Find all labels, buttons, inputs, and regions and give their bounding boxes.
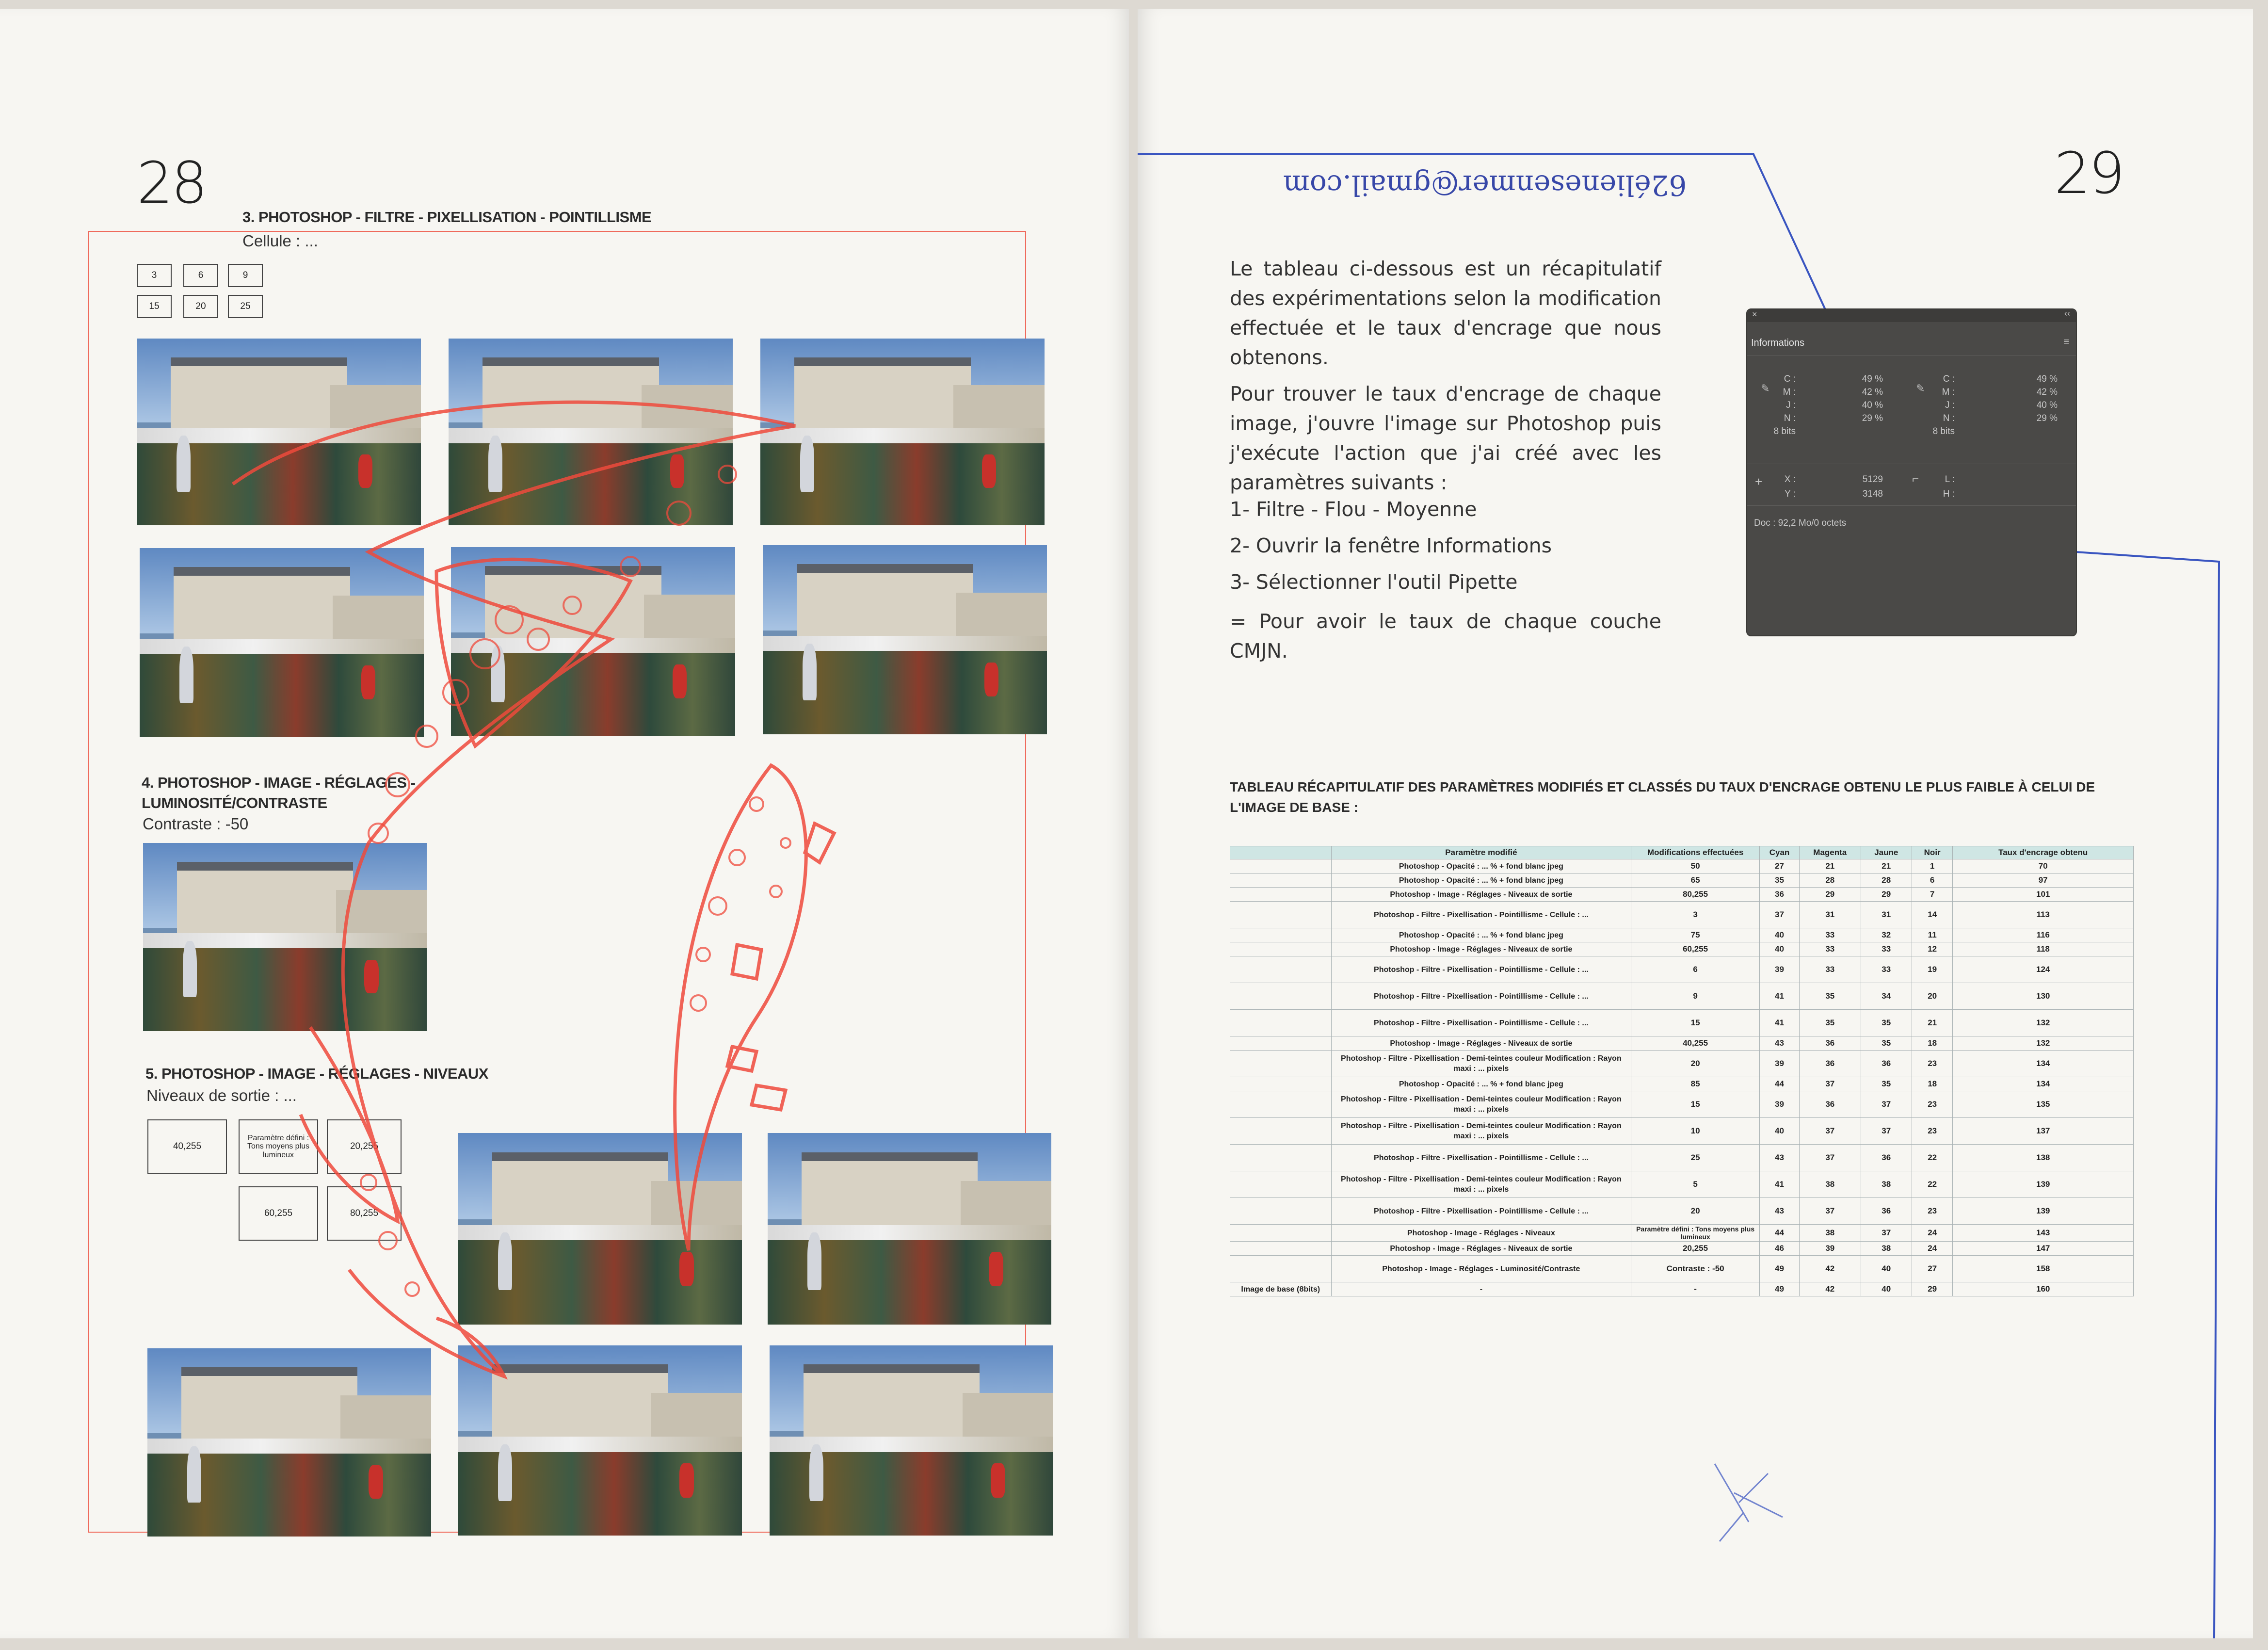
table-cell [1230,874,1332,888]
label: J : [1945,400,1955,410]
table-cell [1230,1118,1332,1145]
table-cell: Photoshop - Image - Réglages - Niveaux [1331,1225,1631,1242]
value: 29 % [2036,413,2058,423]
table-cell: Photoshop - Image - Réglages - Niveaux de sortie [1331,1242,1631,1256]
table-cell: 12 [1912,942,1952,956]
table-cell: 42 [1800,1256,1861,1282]
header-cell: Cyan [1760,846,1800,859]
table-cell: Photoshop - Filtre - Pixellisation - Demi-teintes couleur Modification : Rayon maxi : ... pixels [1331,1118,1631,1145]
xy-labels [1767,472,1796,501]
table-cell: 42 [1800,1282,1861,1296]
table-cell: 6 [1912,874,1952,888]
section5-subtitle: Niveaux de sortie : ... [146,1086,297,1104]
right-values [2019,372,2058,425]
table-cell: 60,255 [1631,942,1760,956]
collapse-icon: ‹‹ [2064,308,2070,318]
label: L : [1945,474,1955,485]
table-cell: 38 [1861,1171,1912,1198]
xy-values [1849,472,1883,501]
table-cell [1230,902,1332,928]
table-cell: 85 [1631,1077,1760,1091]
section3-subtitle: Cellule : ... [242,232,318,250]
left-labels [1767,372,1796,438]
table-cell: Photoshop - Opacité : ... % + fond blanc jpeg [1331,859,1631,874]
table-cell: Photoshop - Filtre - Pixellisation - Demi-teintes couleur Modification : Rayon maxi : ... pixels [1331,1091,1631,1118]
table-cell: 35 [1861,1036,1912,1051]
table-cell: 38 [1861,1242,1912,1256]
table-cell: 44 [1760,1077,1800,1091]
table-cell: 37 [1861,1118,1912,1145]
label: M : [1783,387,1796,397]
table-cell: 35 [1800,1010,1861,1036]
paragraph-1: Le tableau ci-dessous est un récapitulatif des expérimentations selon la modification effectuée et le taux d'encrage que nous obtenons. [1230,257,1661,369]
table-cell: 158 [1953,1256,2134,1282]
email-address: 62élienesenmer@gmail.com [1283,169,1687,202]
table-row [1230,1198,2134,1225]
table-cell: 23 [1912,1118,1952,1145]
step-item: = Pour avoir le taux de chaque couche CMJN. [1230,610,1661,663]
table-cell: 40 [1861,1256,1912,1282]
table-cell: 39 [1800,1242,1861,1256]
table-cell: 28 [1861,874,1912,888]
table-cell: 118 [1953,942,2134,956]
table-row [1230,1091,2134,1118]
cell-box: 20 [183,295,218,318]
table-cell [1230,983,1332,1010]
table-cell: 36 [1861,1198,1912,1225]
table-cell: 38 [1800,1171,1861,1198]
table-cell [1230,1010,1332,1036]
table-cell: 7 [1912,888,1952,902]
table-cell: 147 [1953,1242,2134,1256]
table-cell: Photoshop - Filtre - Pixellisation - Demi-teintes couleur Modification : Rayon maxi : ... pixels [1331,1051,1631,1077]
table-cell [1230,1225,1332,1242]
table-cell: 101 [1953,888,2134,902]
table-cell: Contraste : -50 [1631,1256,1760,1282]
table-cell: 32 [1861,928,1912,942]
table-cell: 37 [1800,1145,1861,1171]
table-cell [1230,1091,1332,1118]
table-cell: 33 [1861,942,1912,956]
table-row [1230,1282,2134,1296]
label: Y : [1785,489,1796,499]
table-cell: 135 [1953,1091,2134,1118]
table-cell: 75 [1631,928,1760,942]
table-cell: 29 [1912,1282,1952,1296]
table-header-row [1230,846,2134,859]
table-row [1230,1145,2134,1171]
table-cell: 44 [1760,1225,1800,1242]
cell-box: 15 [137,295,172,318]
table-row [1230,1077,2134,1091]
header-cell: Taux d'encrage obtenu [1953,846,2134,859]
page-number: 29 [2054,140,2123,207]
table-cell: 31 [1861,902,1912,928]
level-box: 40,255 [147,1119,227,1174]
label: N : [1943,413,1955,423]
table-row [1230,1118,2134,1145]
table-row [1230,888,2134,902]
value: 5129 [1862,474,1883,485]
step-item: 3- Sélectionner l'outil Pipette [1230,570,1518,594]
label: C : [1943,374,1955,384]
value: 42 % [1862,387,1883,397]
step-item: 1- Filtre - Flou - Moyenne [1230,498,1477,521]
table-cell: 33 [1800,956,1861,983]
header-cell: Modifications effectuées [1631,846,1760,859]
level-box: 20,255 [327,1119,402,1174]
table-cell: 6 [1631,956,1760,983]
table-cell: Photoshop - Filtre - Pixellisation - Pointillisme - Cellule : ... [1331,1198,1631,1225]
table-cell [1230,1051,1332,1077]
table-cell: 31 [1800,902,1861,928]
table-row [1230,1010,2134,1036]
table-cell: 11 [1912,928,1952,942]
table-cell [1230,888,1332,902]
table-cell: 80,255 [1631,888,1760,902]
table-cell: 20 [1912,983,1952,1010]
table-cell: 33 [1800,928,1861,942]
table-cell: 50 [1631,859,1760,874]
table-cell: 37 [1800,1198,1861,1225]
table-cell: 3 [1631,902,1760,928]
table-cell: 40 [1760,1118,1800,1145]
table-cell: 143 [1953,1225,2134,1242]
table-cell [1230,1077,1332,1091]
table-cell: 49 [1760,1256,1800,1282]
section3-title: 3. PHOTOSHOP - FILTRE - PIXELLISATION - POINTILLISME [242,209,652,226]
table-cell: 40,255 [1631,1036,1760,1051]
value: 49 % [1862,374,1883,384]
table-row [1230,928,2134,942]
table-cell: - [1631,1282,1760,1296]
table-cell: 35 [1861,1010,1912,1036]
intro-text [1230,254,1661,504]
table-cell: 18 [1912,1036,1952,1051]
blue-line-overlay [1138,9,2253,1638]
table-cell: 46 [1760,1242,1800,1256]
value: 40 % [1862,400,1883,410]
table-cell: 39 [1760,956,1800,983]
table-cell: Image de base (8bits) [1230,1282,1332,1296]
table-cell: 34 [1861,983,1912,1010]
table-cell: Photoshop - Filtre - Pixellisation - Pointillisme - Cellule : ... [1331,902,1631,928]
panel-titlebar [1747,309,2076,322]
selection-icon: ⌐ [1912,472,1919,485]
step-item: 2- Ouvrir la fenêtre Informations [1230,534,1552,557]
table-cell: 25 [1631,1145,1760,1171]
panel-title: Informations [1751,338,1805,348]
table-row [1230,956,2134,983]
table-cell: 130 [1953,983,2134,1010]
cell-box: 6 [183,264,218,287]
section5-title: 5. PHOTOSHOP - IMAGE - RÉGLAGES - NIVEAUX [145,1065,488,1082]
table-cell: 43 [1760,1036,1800,1051]
label: J : [1785,400,1796,410]
table-cell: 37 [1861,1091,1912,1118]
info-panel [1746,308,2077,636]
table-row [1230,874,2134,888]
table-cell [1230,928,1332,942]
table-cell: Photoshop - Filtre - Pixellisation - Pointillisme - Cellule : ... [1331,1010,1631,1036]
level-box: Paramètre défini : Tons moyens plus lumineux [239,1119,318,1174]
value: 40 % [2036,400,2058,410]
menu-icon: ≡ [2063,337,2069,347]
eyedropper-icon: ✎ [1761,382,1770,394]
table-cell: Photoshop - Image - Réglages - Niveaux de sortie [1331,942,1631,956]
label: M : [1942,387,1955,397]
table-cell: 70 [1953,859,2134,874]
table-row [1230,1171,2134,1198]
table-cell: 36 [1861,1145,1912,1171]
table-cell: 43 [1760,1198,1800,1225]
table-cell: 36 [1800,1051,1861,1077]
red-ink-overlay [0,9,1129,1638]
label: N : [1784,413,1796,423]
table-cell: 36 [1800,1091,1861,1118]
table-cell: 21 [1912,1010,1952,1036]
table-cell [1230,1198,1332,1225]
header-cell [1230,846,1332,859]
table-cell: 35 [1800,983,1861,1010]
table-cell: 23 [1912,1091,1952,1118]
table-row [1230,902,2134,928]
table-cell: - [1331,1282,1631,1296]
table-cell: 36 [1760,888,1800,902]
table-cell: 36 [1800,1036,1861,1051]
table-cell: 33 [1861,956,1912,983]
eyedropper-icon: ✎ [1916,382,1925,394]
label: H : [1943,489,1955,499]
value: 42 % [2036,387,2058,397]
table-row [1230,942,2134,956]
table-cell: 41 [1760,1010,1800,1036]
table-cell: 139 [1953,1198,2134,1225]
table-cell: 23 [1912,1051,1952,1077]
table-cell: Photoshop - Filtre - Pixellisation - Pointillisme - Cellule : ... [1331,1145,1631,1171]
table-cell: 37 [1861,1225,1912,1242]
table-cell: Photoshop - Filtre - Pixellisation - Demi-teintes couleur Modification : Rayon maxi : ... pixels [1331,1171,1631,1198]
table-cell: 18 [1912,1077,1952,1091]
table-row [1230,1036,2134,1051]
table-cell: 24 [1912,1225,1952,1242]
table-cell: 160 [1953,1282,2134,1296]
table-cell [1230,859,1332,874]
table-cell: 33 [1800,942,1861,956]
table-cell [1230,1242,1332,1256]
table-title: TABLEAU RÉCAPITULATIF DES PARAMÈTRES MODIFIÉS ET CLASSÉS DU TAUX D'ENCRAGE OBTENU LE PLUS FAIBLE À CELUI DE L'IMAGE DE BASE : [1230,779,2095,815]
section4-title-line2: LUMINOSITÉ/CONTRASTE [142,794,327,811]
table-cell: 24 [1912,1242,1952,1256]
table-cell: 29 [1800,888,1861,902]
table-cell: 35 [1861,1077,1912,1091]
table-row [1230,859,2134,874]
table-row [1230,1225,2134,1242]
table-cell: 10 [1631,1118,1760,1145]
left-values [1849,372,1883,425]
table-cell: 39 [1760,1051,1800,1077]
level-box: 80,255 [327,1186,402,1241]
label: X : [1784,474,1796,485]
value: 49 % [2036,374,2058,384]
table-cell: 22 [1912,1145,1952,1171]
level-box: 60,255 [239,1186,318,1241]
table-cell: 37 [1800,1118,1861,1145]
right-page [1138,9,2253,1638]
table-cell: 97 [1953,874,2134,888]
table-cell: 35 [1760,874,1800,888]
table-cell: 28 [1800,874,1861,888]
table-cell [1230,1256,1332,1282]
table-cell: 138 [1953,1145,2134,1171]
close-icon: × [1752,309,1757,319]
table-row [1230,983,2134,1010]
table-cell: 27 [1912,1256,1952,1282]
table-cell: 5 [1631,1171,1760,1198]
label: 8 bits [1932,426,1955,437]
left-page [0,9,1129,1638]
table-cell: 139 [1953,1171,2134,1198]
table-cell: 1 [1912,859,1952,874]
table-cell: 43 [1760,1145,1800,1171]
table-cell: 20 [1631,1198,1760,1225]
header-cell: Jaune [1861,846,1912,859]
table-cell: 21 [1861,859,1912,874]
table-cell: 38 [1800,1225,1861,1242]
table-cell: 29 [1861,888,1912,902]
paragraph-2: Pour trouver le taux d'encrage de chaque image, j'ouvre l'image sur Photoshop puis j'exécute l'action que j'ai créé avec les paramètres suivants : [1230,382,1661,494]
table-cell [1230,1145,1332,1171]
table-row [1230,1242,2134,1256]
cell-box: 9 [228,264,263,287]
table-cell: 36 [1861,1051,1912,1077]
table-cell: 14 [1912,902,1952,928]
cell-box: 3 [137,264,172,287]
lh-labels [1926,472,1955,501]
table-cell: 132 [1953,1010,2134,1036]
table-cell [1230,942,1332,956]
table-cell: Photoshop - Image - Réglages - Niveaux de sortie [1331,1036,1631,1051]
table-cell: Photoshop - Image - Réglages - Luminosité/Contraste [1331,1256,1631,1282]
table-cell: 37 [1800,1077,1861,1091]
table-cell: 41 [1760,983,1800,1010]
label: C : [1784,374,1796,384]
table-cell: Paramètre défini : Tons moyens plus lumineux [1631,1225,1760,1242]
table-cell: 132 [1953,1036,2134,1051]
table-cell [1230,1036,1332,1051]
table-cell: 49 [1760,1282,1800,1296]
table-cell: 27 [1760,859,1800,874]
table-cell: 20 [1631,1051,1760,1077]
header-cell: Noir [1912,846,1952,859]
section4-subtitle: Contraste : -50 [143,815,249,833]
table-cell: 22 [1912,1171,1952,1198]
table-cell: 134 [1953,1051,2134,1077]
table-cell: Photoshop - Filtre - Pixellisation - Pointillisme - Cellule : ... [1331,956,1631,983]
table-cell: 116 [1953,928,2134,942]
table-cell: Photoshop - Opacité : ... % + fond blanc jpeg [1331,928,1631,942]
cell-box: 25 [228,295,263,318]
table-cell [1230,956,1332,983]
header-cell: Paramètre modifié [1331,846,1631,859]
table-cell: Photoshop - Opacité : ... % + fond blanc jpeg [1331,1077,1631,1091]
page-number: 28 [137,149,206,216]
table-cell [1230,1171,1332,1198]
summary-table [1230,846,2134,1296]
table-cell: 15 [1631,1010,1760,1036]
table-cell: 15 [1631,1091,1760,1118]
crosshair-icon: + [1755,474,1763,489]
table-cell: Photoshop - Image - Réglages - Niveaux de sortie [1331,888,1631,902]
table-cell: 134 [1953,1077,2134,1091]
table-cell: 41 [1760,1171,1800,1198]
table-cell: 40 [1760,942,1800,956]
table-cell: 19 [1912,956,1952,983]
table-row [1230,1051,2134,1077]
table-cell: 65 [1631,874,1760,888]
table-cell: 37 [1760,902,1800,928]
section4-title: 4. PHOTOSHOP - IMAGE - RÉGLAGES - [142,774,416,791]
table-cell: 23 [1912,1198,1952,1225]
table-cell: 21 [1800,859,1861,874]
table-cell: Photoshop - Filtre - Pixellisation - Pointillisme - Cellule : ... [1331,983,1631,1010]
right-labels [1926,372,1955,438]
steps-list [1230,498,1661,663]
table-cell: 124 [1953,956,2134,983]
value: 3148 [1862,489,1883,499]
table-cell: 39 [1760,1091,1800,1118]
table-cell: Photoshop - Opacité : ... % + fond blanc jpeg [1331,874,1631,888]
table-cell: 40 [1861,1282,1912,1296]
header-cell: Magenta [1800,846,1861,859]
table-cell: 137 [1953,1118,2134,1145]
doc-size: Doc : 92,2 Mo/0 octets [1754,518,1847,528]
table-cell: 9 [1631,983,1760,1010]
label: 8 bits [1773,426,1796,437]
table-row [1230,1256,2134,1282]
value: 29 % [1862,413,1883,423]
table-cell: 40 [1760,928,1800,942]
table-cell: 113 [1953,902,2134,928]
table-cell: 20,255 [1631,1242,1760,1256]
